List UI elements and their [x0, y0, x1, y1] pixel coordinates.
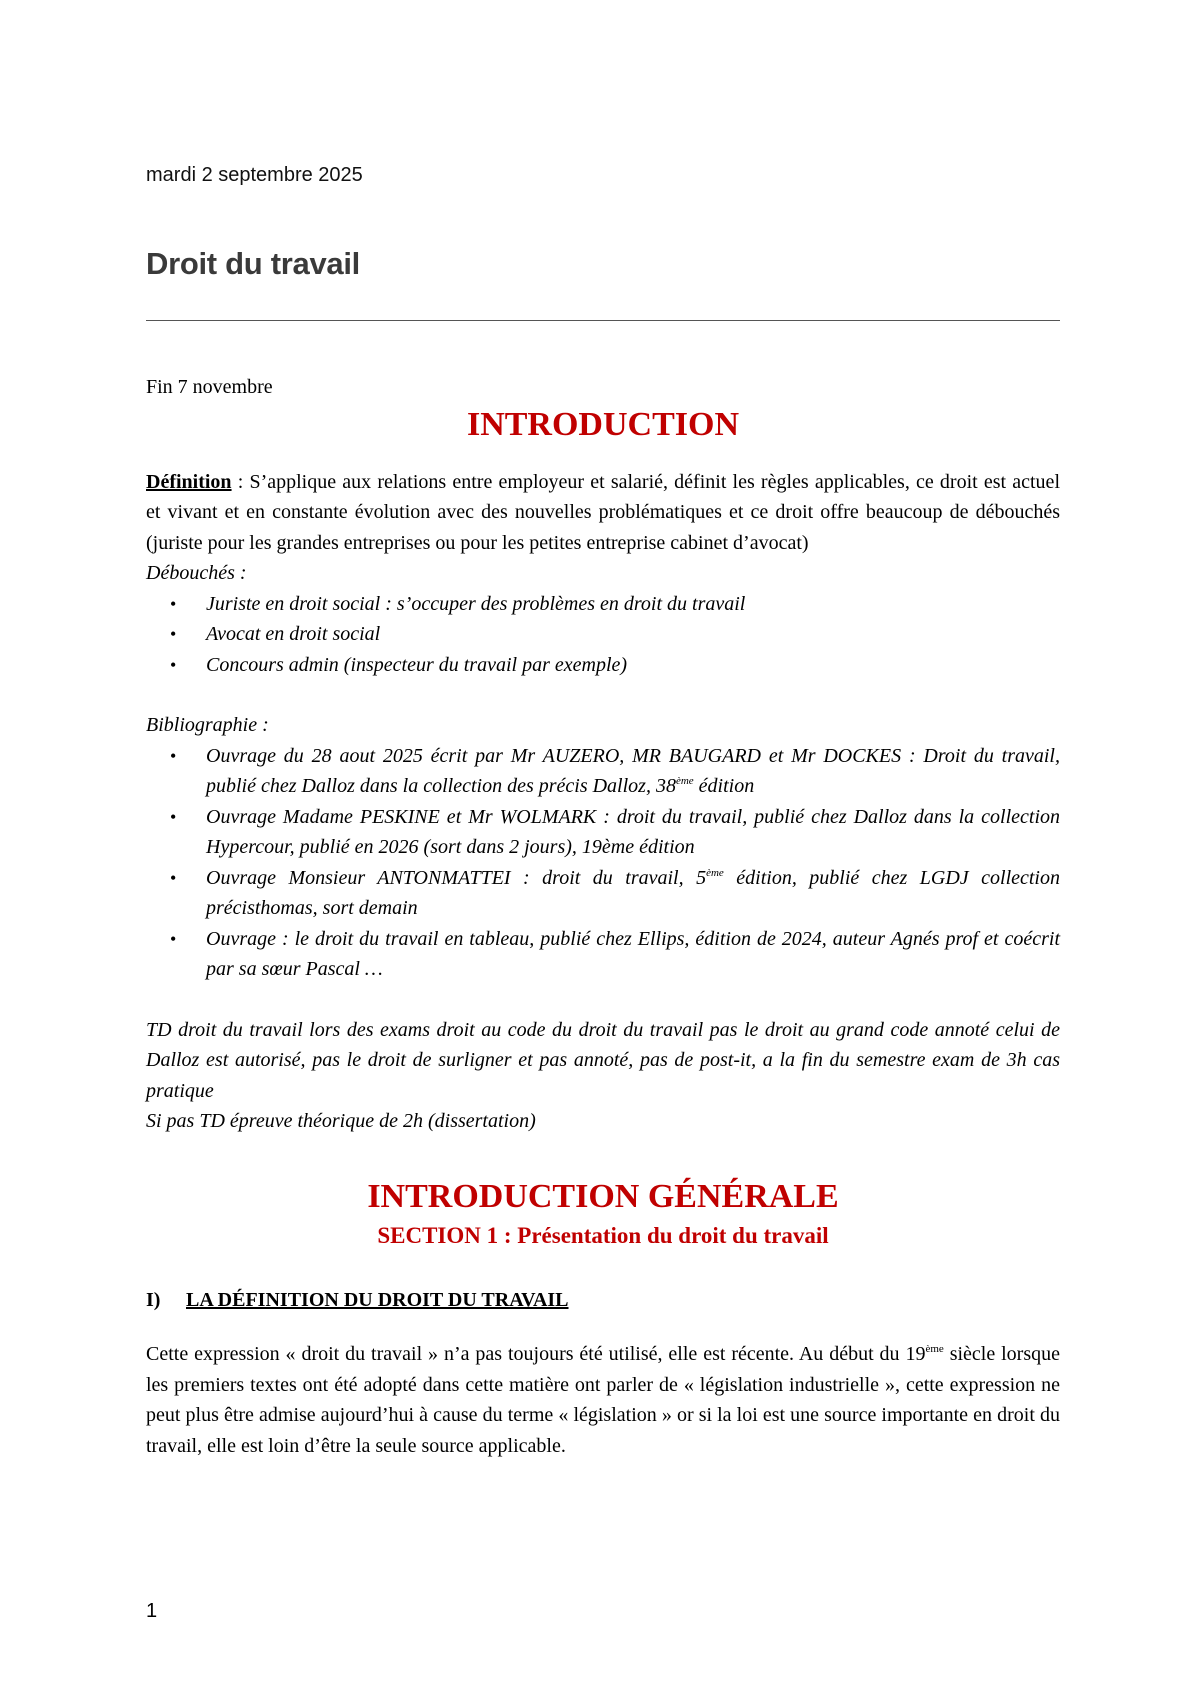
bullet-icon: •	[170, 593, 177, 614]
bullet-icon: •	[170, 624, 177, 644]
list-item	[146, 741, 1060, 802]
superscript: ème	[675, 775, 694, 787]
list-item	[146, 802, 1060, 863]
debouches-label: Débouchés :	[146, 562, 247, 584]
definition-label: Définition	[146, 470, 232, 493]
superscript: ème	[706, 866, 724, 879]
bullet-icon: •	[170, 654, 177, 675]
list-item-text: édition, publié chez LGDJ collection précisthomas, sort demain	[206, 866, 1060, 919]
list-item-text: Avocat en droit social	[206, 623, 381, 645]
subheading-text: LA DÉFINITION DU DROIT DU TRAVAIL	[186, 1288, 569, 1311]
list-item-text: Concours admin (inspecteur du travail par exemple)	[206, 653, 628, 676]
td-paragraph: TD droit du travail lors des exams droit au code du droit du travail pas le droit au grand code annoté celui de Dalloz est autorisé, pas le droit de surligner et pas annoté, pas de post-it, a la fin du semestre exam de 3h cas pratique	[146, 1018, 1060, 1102]
list-item	[146, 863, 1060, 924]
list-item	[146, 924, 1060, 985]
note-date: mardi 2 septembre 2025	[146, 164, 363, 186]
list-item-text: Ouvrage Monsieur ANTONMATTEI : droit du travail, 5	[206, 866, 707, 889]
spacer	[146, 680, 1060, 710]
list-item-text: Juriste en droit social : s’occuper des problèmes en droit du travail	[206, 592, 746, 615]
list-item-text: Ouvrage du 28 aout 2025 écrit par Mr AUZERO, MR BAUGARD et Mr DOCKES : Droit du travail, publié chez Dalloz dans la collection des précis Dalloz, 38	[206, 744, 1060, 797]
list-item	[146, 589, 1060, 620]
bullet-icon: •	[170, 867, 177, 888]
bullet-icon: •	[170, 928, 177, 949]
list-item	[146, 619, 1060, 650]
note-title: Droit du travail	[146, 246, 360, 281]
definition-paragraph	[146, 467, 1060, 559]
list-item	[146, 650, 1060, 681]
page-number: 1	[146, 1600, 158, 1622]
superscript: ème	[925, 1343, 944, 1355]
debouches-list	[146, 589, 1060, 681]
document-body	[146, 372, 1060, 1461]
heading-introduction-generale: INTRODUCTION GÉNÉRALE	[367, 1177, 839, 1215]
bullet-icon: •	[170, 806, 177, 827]
list-item-text: Ouvrage : le droit du travail en tableau, publié chez Ellips, édition de 2024, auteur Agnés prof et coécrit par sa sœur Pascal …	[206, 927, 1060, 980]
paragraph-text: Cette expression « droit du travail » n’a pas toujours été utilisé, elle est récente. Au début du 19	[146, 1343, 926, 1365]
spacer	[146, 985, 1060, 1015]
bibliography-label: Bibliographie :	[146, 714, 269, 736]
definition-text: : S’applique aux relations entre employeur et salarié, définit les règles applicables, ce droit est actuel et vivant et en constante évolution avec des nouvelles problématiques et ce droit offre beaucoup de débouchés (juriste pour les grandes entreprises ou pour les petites entreprise cabinet d’avocat)	[146, 470, 1060, 554]
heading-introduction: INTRODUCTION	[466, 405, 740, 443]
heading-section-1: SECTION 1 : Présentation du droit du travail	[377, 1222, 829, 1248]
bibliography-list	[146, 741, 1060, 985]
bullet-icon: •	[170, 745, 177, 766]
subheading-definition	[146, 1285, 1060, 1316]
si-pas-td-line: Si pas TD épreuve théorique de 2h (dissertation)	[146, 1110, 536, 1132]
list-item-text: Ouvrage Madame PESKINE et Mr WOLMARK : droit du travail, publié chez Dalloz dans la collection Hypercour, publié en 2026 (sort dans 2 jours), 19ème édition	[206, 805, 1060, 858]
list-item-text: édition	[693, 775, 755, 797]
fin-date-line: Fin 7 novembre	[146, 376, 273, 398]
title-divider	[146, 320, 1060, 321]
paragraph-text: siècle lorsque les premiers textes ont été adopté dans cette matière ont parler de « législation industrielle », cette expression ne peut plus être admise aujourd’hui à cause du terme « législation » or si la loi est une source importante en droit du travail, elle est loin d’être la seule source applicable.	[146, 1343, 1060, 1457]
spacer	[146, 1137, 1060, 1177]
definition-body-paragraph	[146, 1339, 1060, 1461]
subheading-number: I)	[146, 1288, 161, 1311]
